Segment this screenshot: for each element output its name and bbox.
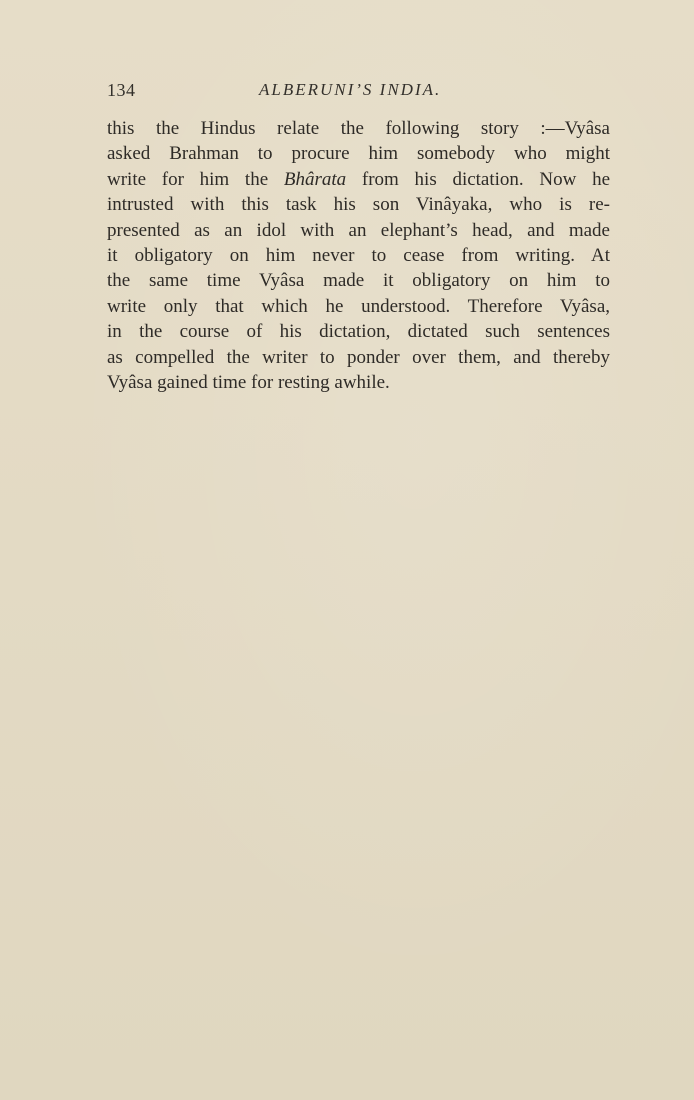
text-line: presented as an idol with an elephant’s head, and made (107, 219, 610, 241)
running-head (107, 80, 610, 106)
text-line: Vyâsa gained time for resting awhile. (107, 371, 390, 393)
text-line: this the Hindus relate the following story :—Vyâsa (107, 118, 610, 139)
text-segment: write for him the (107, 168, 284, 190)
running-title: ALBERUNI’S INDIA. (259, 80, 442, 99)
text-line: as compelled the writer to ponder over them, and thereby (107, 346, 610, 368)
text-line: it obligatory on him never to cease from writing. At (107, 244, 610, 266)
text-line: in the course of his dictation, dictated such sentences (107, 321, 610, 343)
text-line: intrusted with this task his son Vinâyaka, who is re- (107, 194, 610, 216)
text-line: asked Brahman to procure him somebody who might (107, 143, 610, 165)
page-number: 134 (107, 80, 136, 100)
text-line: the same time Vyâsa made it obligatory on him to (107, 270, 610, 292)
text-segment: from his dictation. Now he (346, 168, 610, 190)
text-line (107, 167, 610, 192)
text-line: write only that which he understood. Therefore Vyâsa, (107, 295, 610, 317)
italic-title: Bhârata (283, 168, 347, 190)
body-paragraph (107, 116, 610, 395)
